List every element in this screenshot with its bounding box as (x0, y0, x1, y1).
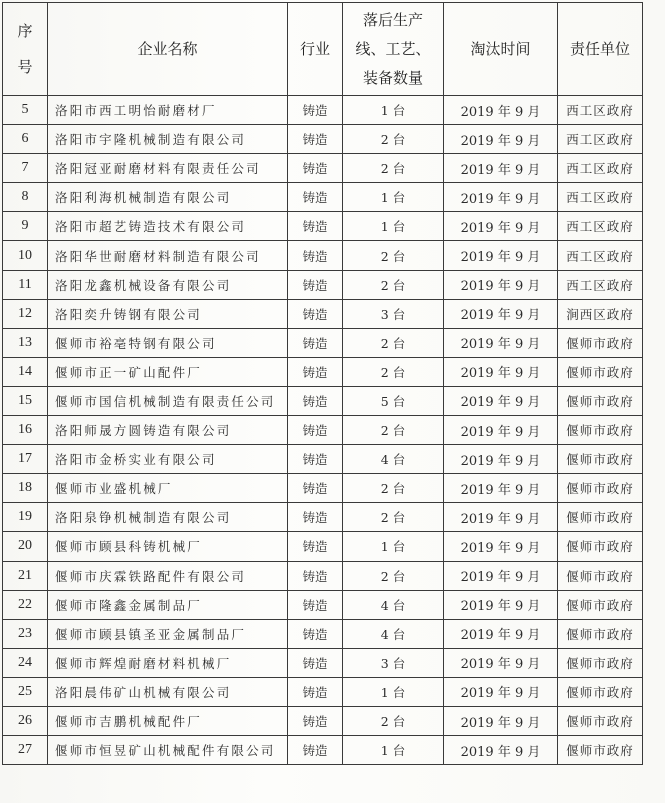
responsible-unit-cell: 偃师市政府 (558, 532, 643, 561)
responsible-unit-cell: 偃师市政府 (558, 561, 643, 590)
table-row (3, 503, 643, 532)
deadline-cell: 2019 年 9 月 (444, 445, 558, 474)
header-quantity-line2: 线、工艺、 (355, 39, 431, 58)
deadline-cell: 2019 年 9 月 (444, 328, 558, 357)
table-row (3, 125, 643, 154)
header-deadline: 淘汰时间 (444, 3, 558, 96)
deadline-cell: 2019 年 9 月 (444, 183, 558, 212)
seq-cell: 26 (3, 706, 48, 735)
company-name-cell: 洛阳市西工明怡耐磨材厂 (48, 96, 288, 125)
industry-cell: 铸造 (288, 125, 343, 154)
seq-cell: 15 (3, 386, 48, 415)
responsible-unit-cell: 偃师市政府 (558, 357, 643, 386)
deadline-cell: 2019 年 9 月 (444, 677, 558, 706)
quantity-cell: 1 台 (343, 736, 444, 765)
table-row (3, 561, 643, 590)
deadline-cell: 2019 年 9 月 (444, 561, 558, 590)
industry-cell: 铸造 (288, 532, 343, 561)
seq-cell: 9 (3, 212, 48, 241)
company-name-cell: 洛阳市超艺铸造技术有限公司 (48, 212, 288, 241)
table-row (3, 154, 643, 183)
company-name-cell: 洛阳龙鑫机械设备有限公司 (48, 270, 288, 299)
header-seq: 序号 (3, 3, 48, 96)
seq-cell: 6 (3, 125, 48, 154)
table-row (3, 590, 643, 619)
responsible-unit-cell: 西工区政府 (558, 183, 643, 212)
deadline-cell: 2019 年 9 月 (444, 270, 558, 299)
responsible-unit-cell: 偃师市政府 (558, 474, 643, 503)
responsible-unit-cell: 偃师市政府 (558, 736, 643, 765)
quantity-cell: 2 台 (343, 154, 444, 183)
quantity-cell: 4 台 (343, 619, 444, 648)
quantity-cell: 2 台 (343, 328, 444, 357)
responsible-unit-cell: 偃师市政府 (558, 445, 643, 474)
quantity-cell: 2 台 (343, 357, 444, 386)
table-row (3, 648, 643, 677)
table-row (3, 241, 643, 270)
quantity-cell: 1 台 (343, 183, 444, 212)
responsible-unit-cell: 偃师市政府 (558, 590, 643, 619)
responsible-unit-cell: 偃师市政府 (558, 677, 643, 706)
responsible-unit-cell: 西工区政府 (558, 212, 643, 241)
header-company: 企业名称 (48, 3, 288, 96)
seq-cell: 8 (3, 183, 48, 212)
company-name-cell: 偃师市国信机械制造有限责任公司 (48, 386, 288, 415)
responsible-unit-cell: 偃师市政府 (558, 386, 643, 415)
deadline-cell: 2019 年 9 月 (444, 299, 558, 328)
deadline-cell: 2019 年 9 月 (444, 386, 558, 415)
deadline-cell: 2019 年 9 月 (444, 212, 558, 241)
quantity-cell: 2 台 (343, 270, 444, 299)
table-row (3, 328, 643, 357)
industry-cell: 铸造 (288, 648, 343, 677)
industry-cell: 铸造 (288, 154, 343, 183)
table-row (3, 299, 643, 328)
company-name-cell: 偃师市恒昱矿山机械配件有限公司 (48, 736, 288, 765)
elimination-list-table (2, 2, 643, 765)
responsible-unit-cell: 偃师市政府 (558, 619, 643, 648)
responsible-unit-cell: 偃师市政府 (558, 648, 643, 677)
table-row (3, 96, 643, 125)
deadline-cell: 2019 年 9 月 (444, 125, 558, 154)
company-name-cell: 偃师市庆霖铁路配件有限公司 (48, 561, 288, 590)
company-name-cell: 洛阳华世耐磨材料制造有限公司 (48, 241, 288, 270)
company-name-cell: 洛阳利海机械制造有限公司 (48, 183, 288, 212)
seq-cell: 19 (3, 503, 48, 532)
industry-cell: 铸造 (288, 503, 343, 532)
table-row (3, 736, 643, 765)
table-row (3, 183, 643, 212)
table-row (3, 357, 643, 386)
seq-cell: 11 (3, 270, 48, 299)
industry-cell: 铸造 (288, 736, 343, 765)
deadline-cell: 2019 年 9 月 (444, 619, 558, 648)
table-body (3, 96, 643, 765)
seq-cell: 27 (3, 736, 48, 765)
deadline-cell: 2019 年 9 月 (444, 648, 558, 677)
seq-cell: 21 (3, 561, 48, 590)
company-name-cell: 偃师市正一矿山配件厂 (48, 357, 288, 386)
industry-cell: 铸造 (288, 677, 343, 706)
company-name-cell: 偃师市隆鑫金属制品厂 (48, 590, 288, 619)
seq-cell: 20 (3, 532, 48, 561)
responsible-unit-cell: 偃师市政府 (558, 328, 643, 357)
company-name-cell: 偃师市业盛机械厂 (48, 474, 288, 503)
quantity-cell: 2 台 (343, 474, 444, 503)
header-quantity-line3: 装备数量 (362, 68, 423, 87)
table-row (3, 474, 643, 503)
table-row (3, 619, 643, 648)
industry-cell: 铸造 (288, 357, 343, 386)
table-row (3, 270, 643, 299)
quantity-cell: 3 台 (343, 648, 444, 677)
industry-cell: 铸造 (288, 706, 343, 735)
company-name-cell: 洛阳晨伟矿山机械有限公司 (48, 677, 288, 706)
header-quantity (343, 3, 444, 96)
table-header-row (3, 3, 643, 96)
header-responsible: 责任单位 (558, 3, 643, 96)
deadline-cell: 2019 年 9 月 (444, 357, 558, 386)
industry-cell: 铸造 (288, 299, 343, 328)
table-row (3, 706, 643, 735)
company-name-cell: 偃师市辉煌耐磨材料机械厂 (48, 648, 288, 677)
company-name-cell: 洛阳泉铮机械制造有限公司 (48, 503, 288, 532)
responsible-unit-cell: 偃师市政府 (558, 503, 643, 532)
industry-cell: 铸造 (288, 96, 343, 125)
deadline-cell: 2019 年 9 月 (444, 416, 558, 445)
quantity-cell: 1 台 (343, 677, 444, 706)
quantity-cell: 1 台 (343, 532, 444, 561)
seq-cell: 25 (3, 677, 48, 706)
quantity-cell: 2 台 (343, 241, 444, 270)
industry-cell: 铸造 (288, 619, 343, 648)
quantity-cell: 4 台 (343, 590, 444, 619)
table-row (3, 386, 643, 415)
quantity-cell: 3 台 (343, 299, 444, 328)
table-row (3, 445, 643, 474)
table-row (3, 212, 643, 241)
seq-cell: 13 (3, 328, 48, 357)
deadline-cell: 2019 年 9 月 (444, 706, 558, 735)
industry-cell: 铸造 (288, 445, 343, 474)
seq-cell: 5 (3, 96, 48, 125)
seq-cell: 7 (3, 154, 48, 183)
industry-cell: 铸造 (288, 212, 343, 241)
seq-cell: 24 (3, 648, 48, 677)
deadline-cell: 2019 年 9 月 (444, 736, 558, 765)
responsible-unit-cell: 偃师市政府 (558, 416, 643, 445)
deadline-cell: 2019 年 9 月 (444, 532, 558, 561)
company-name-cell: 偃师市裕亳特钢有限公司 (48, 328, 288, 357)
company-name-cell: 洛阳冠亚耐磨材料有限责任公司 (48, 154, 288, 183)
industry-cell: 铸造 (288, 241, 343, 270)
seq-cell: 16 (3, 416, 48, 445)
deadline-cell: 2019 年 9 月 (444, 241, 558, 270)
company-name-cell: 偃师市吉鹏机械配件厂 (48, 706, 288, 735)
quantity-cell: 2 台 (343, 561, 444, 590)
company-name-cell: 洛阳市宇隆机械制造有限公司 (48, 125, 288, 154)
industry-cell: 铸造 (288, 416, 343, 445)
deadline-cell: 2019 年 9 月 (444, 474, 558, 503)
quantity-cell: 4 台 (343, 445, 444, 474)
company-name-cell: 偃师市顾县科铸机械厂 (48, 532, 288, 561)
quantity-cell: 5 台 (343, 386, 444, 415)
industry-cell: 铸造 (288, 183, 343, 212)
industry-cell: 铸造 (288, 590, 343, 619)
table-row (3, 532, 643, 561)
seq-cell: 10 (3, 241, 48, 270)
company-name-cell: 洛阳师晟方圆铸造有限公司 (48, 416, 288, 445)
table-row (3, 677, 643, 706)
deadline-cell: 2019 年 9 月 (444, 96, 558, 125)
header-industry: 行业 (288, 3, 343, 96)
company-name-cell: 洛阳市金桥实业有限公司 (48, 445, 288, 474)
deadline-cell: 2019 年 9 月 (444, 154, 558, 183)
industry-cell: 铸造 (288, 474, 343, 503)
industry-cell: 铸造 (288, 328, 343, 357)
deadline-cell: 2019 年 9 月 (444, 503, 558, 532)
quantity-cell: 1 台 (343, 212, 444, 241)
responsible-unit-cell: 西工区政府 (558, 96, 643, 125)
responsible-unit-cell: 涧西区政府 (558, 299, 643, 328)
industry-cell: 铸造 (288, 270, 343, 299)
responsible-unit-cell: 西工区政府 (558, 125, 643, 154)
table-row (3, 416, 643, 445)
seq-cell: 17 (3, 445, 48, 474)
company-name-cell: 偃师市顾县镇圣亚金属制品厂 (48, 619, 288, 648)
seq-cell: 12 (3, 299, 48, 328)
deadline-cell: 2019 年 9 月 (444, 590, 558, 619)
quantity-cell: 2 台 (343, 503, 444, 532)
responsible-unit-cell: 西工区政府 (558, 241, 643, 270)
industry-cell: 铸造 (288, 561, 343, 590)
seq-cell: 18 (3, 474, 48, 503)
quantity-cell: 2 台 (343, 125, 444, 154)
quantity-cell: 2 台 (343, 416, 444, 445)
quantity-cell: 2 台 (343, 706, 444, 735)
header-quantity-line1: 落后生产 (362, 10, 423, 29)
responsible-unit-cell: 西工区政府 (558, 154, 643, 183)
responsible-unit-cell: 西工区政府 (558, 270, 643, 299)
seq-cell: 22 (3, 590, 48, 619)
responsible-unit-cell: 偃师市政府 (558, 706, 643, 735)
company-name-cell: 洛阳奕升铸钢有限公司 (48, 299, 288, 328)
seq-cell: 23 (3, 619, 48, 648)
seq-cell: 14 (3, 357, 48, 386)
industry-cell: 铸造 (288, 386, 343, 415)
quantity-cell: 1 台 (343, 96, 444, 125)
